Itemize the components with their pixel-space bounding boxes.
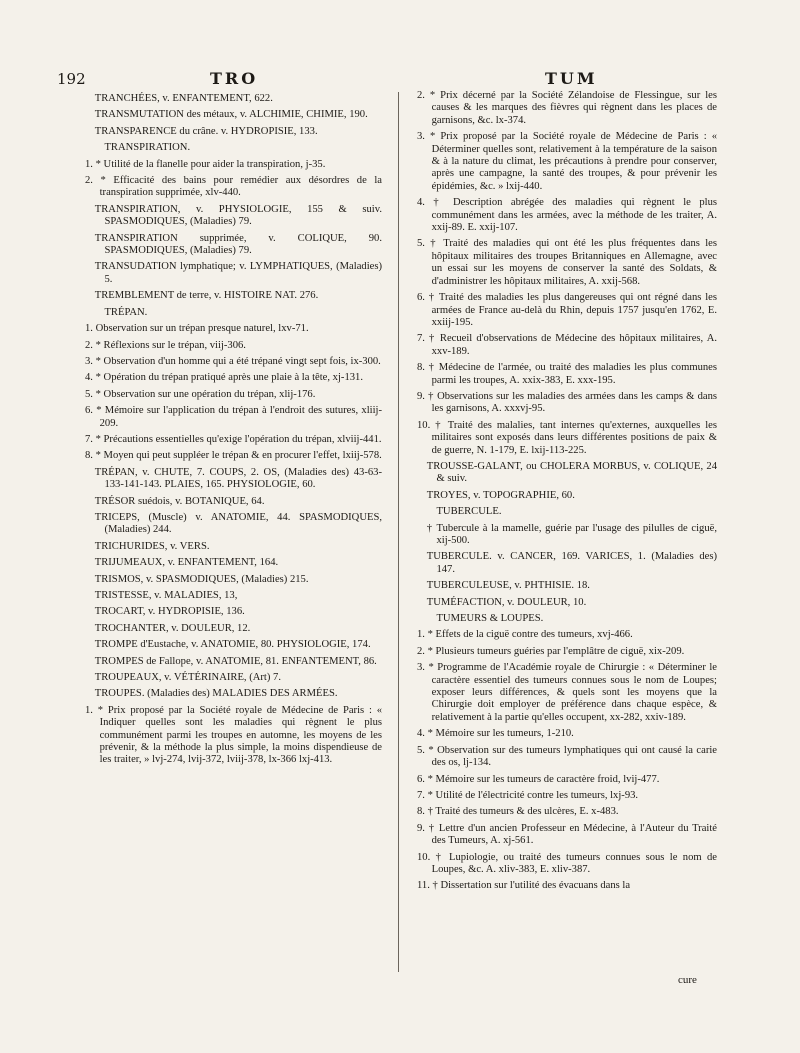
- catchword: cure: [678, 974, 697, 986]
- index-entry: TROMPES de Fallope, v. ANATOMIE, 81. ENFANTEMENT, 86.: [94, 655, 377, 667]
- index-entry: TUBERCULEUSE, v. PHTHISIE. 18.: [426, 580, 590, 592]
- numbered-entry: 1. * Effets de la ciguë contre des tumeurs, xvj-466.: [417, 629, 633, 641]
- index-entry: † Tubercule à la mamelle, guérie par l'usage des pilulles de ciguë, xij-500.: [426, 522, 717, 546]
- numbered-entry: 2. * Réflexions sur le trépan, viij-306.: [85, 339, 246, 351]
- section-heading: TUBERCULE.: [436, 506, 502, 518]
- section-heading: TRANSPIRATION.: [104, 142, 191, 154]
- numbered-entry: 1. * Prix proposé par la Société royale de Médecine de Paris : « Indiquer quelles sont les maladies qui règnent le plus communément parmi les troupes en automne, les moyens de les prévenir, & la méthode la plus simple, la moins dispendieuse de les traiter, » lvj-274, lvij-372, lviij-378, lx-366 lxj-413.: [85, 704, 382, 766]
- index-entry: TUBERCULE. v. CANCER, 169. VARICES, 1. (Maladies des) 147.: [426, 551, 717, 575]
- numbered-entry: 8. * Moyen qui peut suppléer le trépan & en procurer l'effet, lxiij-578.: [85, 450, 382, 462]
- index-entry: TRANSUDATION lymphatique; v. LYMPHATIQUES, (Maladies) 5.: [94, 261, 382, 285]
- page-number: 192: [57, 70, 86, 88]
- numbered-entry: 10. † Lupiologie, ou traité des tumeurs connues sous le nom de Loupes, &c. A. xliv-383, E. xliv-387.: [417, 851, 717, 875]
- numbered-entry: 10. † Traité des malalies, tant internes qu'externes, auxquelles les militaires sont exposés dans leurs différentes positions de paix & de guerre, N. 1-179, E. lxij-113-225.: [417, 419, 717, 456]
- index-entry: TRISMOS, v. SPASMODIQUES, (Maladies) 215.: [94, 573, 309, 585]
- index-entry: TRÉSOR suédois, v. BOTANIQUE, 64.: [94, 495, 265, 507]
- numbered-entry: 7. * Précautions essentielles qu'exige l'opération du trépan, xlviij-441.: [85, 433, 382, 445]
- numbered-entry: 4. * Mémoire sur les tumeurs, 1-210.: [417, 728, 574, 740]
- running-head-right: TUM: [545, 69, 598, 88]
- index-entry: TRÉPAN, v. CHUTE, 7. COUPS, 2. OS, (Maladies des) 43-63-133-141-143. PLAIES, 165. PHYSIOLOGIE, 60.: [94, 466, 382, 491]
- numbered-entry: 2. * Efficacité des bains pour remédier aux désordres de la transpiration supprimée, xlv-440.: [85, 175, 382, 199]
- numbered-entry: 2. * Plusieurs tumeurs guéries par l'emplâtre de ciguë, xix-209.: [417, 645, 685, 657]
- numbered-entry: 3. * Prix proposé par la Société royale de Médecine de Paris : « Déterminer quelles sont, relativement à la température de la saison & à la nature du climat, les précautions à prendre pour conserver, après une campagne, la santé des troupes, & pour prévenir les épidémies, &c. » lxij-440.: [417, 131, 717, 192]
- numbered-entry: 2. * Prix décerné par la Société Zélandoise de Flessingue, sur les causes & les marques des fièvres qui règnent dans les places de garnisons, &c. lx-374.: [417, 90, 717, 126]
- numbered-entry: 9. † Lettre d'un ancien Professeur en Médecine, à l'Auteur du Traité des Tumeurs, A. xj-561.: [417, 822, 717, 847]
- index-entry: TROUPES. (Maladies des) MALADIES DES ARMÉES.: [94, 688, 338, 700]
- numbered-entry: 6. * Mémoire sur l'application du trépan à l'endroit des sutures, xliij-209.: [85, 405, 382, 429]
- numbered-entry: 7. * Utilité de l'électricité contre les tumeurs, lxj-93.: [417, 789, 639, 801]
- index-entry: TRANCHÉES, v. ENFANTEMENT, 622.: [94, 93, 273, 104]
- numbered-entry: 3. * Programme de l'Académie royale de Chirurgie : « Déterminer le caractère essentiel des tumeurs connues sous le nom de Loupes; exposer leurs différences, & quels sont les moyens que la Chirurgie doit employer de préférence dans chaque espèce, & relativement à la partie qu'elles occupent, xx-282, xxiv-189.: [417, 662, 717, 723]
- numbered-entry: 5. * Observation sur des tumeurs lymphatiques qui ont causé la carie des os, lj-134.: [417, 744, 717, 769]
- numbered-entry: 6. † Traité des maladies les plus dangereuses qui ont régné dans les armées de France au-delà du Rhin, depuis 1757 jusqu'en 1762, E. xxiij-195.: [417, 292, 717, 328]
- section-heading: TUMEURS & LOUPES.: [436, 613, 544, 625]
- numbered-entry: 1. * Utilité de la flanelle pour aider la transpiration, j-35.: [85, 158, 326, 170]
- numbered-entry: 11. † Dissertation sur l'utilité des évacuans dans la: [417, 880, 631, 892]
- index-entry: TRANSPIRATION supprimée, v. COLIQUE, 90. SPASMODIQUES, (Maladies) 79.: [94, 232, 382, 257]
- column-divider: [398, 92, 399, 972]
- numbered-entry: 9. † Observations sur les maladies des armées dans les camps & dans les garnisons, A. xxxvj-95.: [417, 390, 717, 415]
- numbered-entry: 8. † Médecine de l'armée, ou traité des maladies les plus communes parmi les troupes, A. xxix-383, E. xxx-195.: [417, 362, 717, 386]
- left-column: [85, 90, 382, 771]
- numbered-entry: 7. † Recueil d'observations de Médecine des hôpitaux militaires, A. xxv-189.: [417, 333, 717, 357]
- numbered-entry: 3. * Observation d'un homme qui a été trépané vingt sept fois, ix-300.: [85, 355, 381, 367]
- index-entry: TROMPE d'Eustache, v. ANATOMIE, 80. PHYSIOLOGIE, 174.: [94, 639, 371, 651]
- numbered-entry: 5. † Traité des maladies qui ont été les plus fréquentes dans les hôpitaux militaires des troupes Britanniques en Allemagne, avec un essai sur les moyens de conserver la santé des Soldats, & d'administrer les hôpitaux militaires, A. xxij-568.: [417, 238, 717, 287]
- index-entry: TRISTESSE, v. MALADIES, 13,: [94, 590, 238, 601]
- index-entry: TUMÉFACTION, v. DOULEUR, 10.: [426, 596, 587, 608]
- numbered-entry: 4. * Opération du trépan pratiqué après une plaie à la tête, xj-131.: [85, 372, 363, 384]
- index-entry: TRIJUMEAUX, v. ENFANTEMENT, 164.: [94, 557, 279, 569]
- index-entry: TREMBLEMENT de terre, v. HISTOIRE NAT. 276.: [94, 290, 319, 302]
- numbered-entry: 5. * Observation sur une opération du trépan, xlij-176.: [85, 388, 316, 400]
- index-entry: TRANSPIRATION, v. PHYSIOLOGIE, 155 & suiv. SPASMODIQUES, (Maladies) 79.: [94, 203, 382, 228]
- numbered-entry: 8. † Traité des tumeurs & des ulcères, E. x-483.: [417, 806, 619, 818]
- running-head-left: TRO: [210, 69, 259, 88]
- numbered-entry: 6. * Mémoire sur les tumeurs de caractère froid, lvij-477.: [417, 773, 660, 785]
- right-column: [417, 90, 717, 897]
- section-heading: TRÉPAN.: [104, 306, 148, 318]
- index-entry: TRICEPS, (Muscle) v. ANATOMIE, 44. SPASMODIQUES, (Maladies) 244.: [94, 511, 382, 536]
- index-entry: TROUPEAUX, v. VÉTÉRINAIRE, (Art) 7.: [94, 672, 281, 684]
- index-entry: TRANSPARENCE du crâne. v. HYDROPISIE, 133.: [94, 125, 318, 137]
- numbered-entry: 4. † Description abrégée des maladies qui règnent le plus communément dans les armées, avec la méthode de les traiter, A. xxij-89. E. xxij-107.: [417, 197, 717, 234]
- index-entry: TROYES, v. TOPOGRAPHIE, 60.: [426, 489, 575, 501]
- index-entry: TRICHURIDES, v. VERS.: [94, 540, 210, 552]
- index-entry: TRANSMUTATION des métaux, v. ALCHIMIE, CHIMIE, 190.: [94, 109, 368, 121]
- index-entry: TROCHANTER, v. DOULEUR, 12.: [94, 622, 251, 634]
- index-entry: TROUSSE-GALANT, ou CHOLERA MORBUS, v. COLIQUE, 24 & suiv.: [426, 460, 717, 485]
- index-entry: TROCART, v. HYDROPISIE, 136.: [94, 606, 245, 618]
- numbered-entry: 1. Observation sur un trépan presque naturel, lxv-71.: [85, 323, 309, 335]
